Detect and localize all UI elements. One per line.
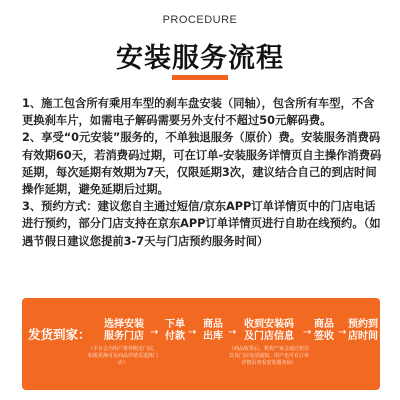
step-order-pay-line2: 付款 — [165, 331, 185, 342]
step-outbound — [198, 319, 228, 343]
arrow-icon: → — [150, 327, 159, 338]
step-select-store-line1: 选择安装 — [104, 319, 144, 330]
title-underline — [172, 75, 228, 80]
step-sign-receipt — [311, 319, 337, 343]
step-sign-receipt-line2: 签收 — [314, 331, 334, 342]
term-1: 1、施工包含所有乘用车型的刹车盘安装（同轴），包含所有车型，不含更换刹车片，如需电子解码需要另外支付不超过50元解码费。 — [22, 97, 375, 128]
process-banner — [22, 298, 380, 390]
step-book-time-line2: 店时间 — [348, 331, 378, 342]
step-order-pay — [160, 319, 190, 343]
step-receive-code-note: （商品收货后，机构产家会通过短信以及门店电话通知，用户也可在订单详情页查看安装服务码） — [228, 346, 309, 366]
arrow-icon: → — [228, 327, 237, 338]
step-order-pay-line1: 下单 — [165, 319, 185, 330]
step-book-time — [347, 319, 379, 343]
step-receive-code-line1: 收到安装码 — [244, 319, 294, 330]
step-sign-receipt-line1: 商品 — [314, 319, 334, 330]
step-select-store — [96, 319, 152, 343]
arrow-icon: → — [188, 327, 197, 338]
step-outbound-line1: 商品 — [203, 319, 223, 330]
step-book-time-line1: 预约到 — [348, 319, 378, 330]
flow-heading: 发货到家： — [28, 327, 91, 342]
term-2: 2、享受“0元安装”服务的，不单独退服务（原价）费。安装服务消费码有效期60天，若消费码过期，可在订单-安装服务详情页自主操作消费码延期，每次延期有效期为7天，仅限延期3次，建议结合自己的到店时间操作延期，避免延期后过期。 — [22, 131, 382, 197]
service-terms — [22, 95, 382, 250]
procedure-label: PROCEDURE — [162, 14, 238, 26]
step-select-store-line2: 服务门店 — [104, 331, 144, 342]
arrow-icon: → — [303, 327, 312, 338]
term-3: 3、预约方式：建议您自主通过短信/京东APP订单详情页中的门店电话进行预约，部分门店支持在京东APP订单详情页进行自助在线预约。（如遇节假日建议您提前3-7天与门店预约服务时间） — [22, 200, 381, 248]
arrow-icon: → — [338, 327, 347, 338]
step-receive-code-line2: 及门店信息 — [244, 331, 294, 342]
step-receive-code — [235, 319, 303, 343]
step-select-store-note: （平台会为用户推荐附近门店，如需更换可在商品详情页选择门店） — [87, 346, 158, 366]
page-title: 安装服务流程 — [116, 43, 284, 74]
step-outbound-line2: 出库 — [203, 331, 223, 342]
